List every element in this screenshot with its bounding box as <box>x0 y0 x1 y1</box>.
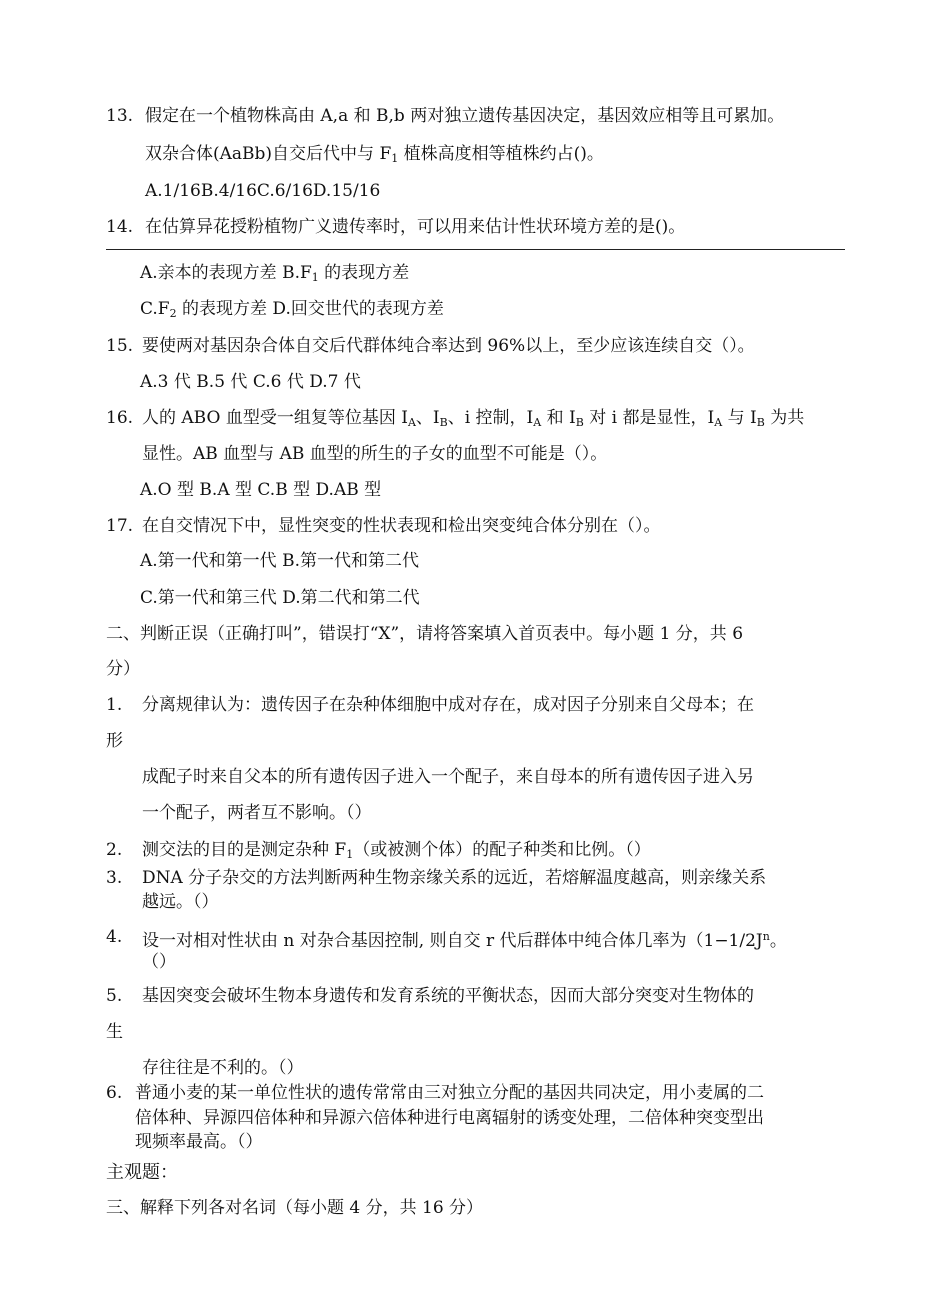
section-2-heading: 二、判断正误（正确打叫”，错误打“X”，请将答案填入首页表中。每小题 1 分，共 6 <box>106 624 744 644</box>
judgment-5-text-wrap: 生 <box>106 1022 123 1042</box>
judgment-3-number: 3. <box>106 868 123 888</box>
judgment-1-text-cont: 成配子时来自父本的所有遗传因子进入一个配子，来自母本的所有遗传因子进入另 <box>142 767 754 787</box>
judgment-2-number: 2. <box>106 840 123 860</box>
judgment-5-text-cont: 存往往是不利的。（） <box>142 1058 304 1078</box>
question-14-number: 14. <box>106 217 134 237</box>
question-17-options-1: A.第一代和第一代 B.第一代和第二代 <box>140 551 419 571</box>
judgment-1-text-wrap: 形 <box>106 731 123 751</box>
judgment-3-text-cont: 越远。（） <box>142 892 219 912</box>
question-16-stem-cont: 显性。AB 血型与 AB 血型的所生的子女的血型不可能是（）。 <box>142 444 608 464</box>
question-15-options: A.3 代 B.5 代 C.6 代 D.7 代 <box>140 372 361 392</box>
judgment-2-text: 测交法的目的是测定杂种 $F_1$（或被测个体）的配子种类和比例。（） <box>142 840 651 861</box>
question-14-options-1: A.亲本的表现方差 $B.F_1$ 的表现方差 <box>140 263 410 284</box>
question-16-number: 16. <box>106 408 134 428</box>
question-16-options: A.O 型 B.A 型 C.B 型 D.AB 型 <box>140 480 382 500</box>
question-13-number: 13. <box>106 106 134 126</box>
question-17-stem: 在自交情况下中，显性突变的性状表现和检出突变纯合体分别在（）。 <box>142 516 661 536</box>
question-14-stem: 在估算异花授粉植物广义遗传率时，可以用来估计性状环境方差的是()。 <box>145 217 686 237</box>
section-2-heading-cont: 分） <box>106 659 140 679</box>
judgment-1-text-cont-2: 一个配子，两者互不影响。（） <box>142 803 372 823</box>
judgment-6-text-cont: 倍体种、异源四倍体种和异源六倍体种进行电离辐射的诱变处理，二倍体种突变型出 <box>135 1108 764 1128</box>
judgment-4-text-cont: （） <box>142 952 176 972</box>
section-3-heading: 三、解释下列各对名词（每小题 4 分，共 16 分） <box>106 1198 484 1218</box>
subjective-heading: 主观题： <box>106 1162 178 1183</box>
judgment-6-text: 普通小麦的某一单位性状的遗传常常由三对独立分配的基因共同决定，用小麦属的二 <box>135 1083 764 1103</box>
judgment-1-number: 1. <box>106 695 123 715</box>
question-13-stem: 假定在一个植物株高由 A,a 和 B,b 两对独立遗传基因决定，基因效应相等且可累加。 <box>145 106 785 126</box>
judgment-4-number: 4. <box>106 927 123 947</box>
judgment-5-text: 基因突变会破坏生物本身遗传和发育系统的平衡状态，因而大部分突变对生物体的 <box>142 986 754 1006</box>
judgment-5-number: 5. <box>106 986 123 1006</box>
question-17-number: 17. <box>106 516 134 536</box>
question-17-options-2: C.第一代和第三代 D.第二代和第二代 <box>140 588 420 608</box>
horizontal-divider <box>106 249 845 250</box>
judgment-6-number: 6. <box>106 1083 123 1103</box>
judgment-4-text: 设一对相对性状由 n 对杂合基因控制, 则自交 r 代后群体中纯合体几率为（$1-1/2J^n$。 <box>142 930 787 951</box>
question-13-stem-cont: 双杂合体(AaBb)自交后代中与 $F_1$ 植株高度相等植株约占()。 <box>145 144 604 165</box>
judgment-3-text: DNA 分子杂交的方法判断两种生物亲缘关系的远近，若熔解温度越高，则亲缘关系 <box>142 868 767 888</box>
judgment-6-text-cont-2: 现频率最高。（） <box>135 1132 263 1152</box>
question-13-options: A.1/16B.4/16C.6/16D.15/16 <box>145 181 381 201</box>
question-14-options-2: $C.F_2$ 的表现方差 D.回交世代的表现方差 <box>140 299 444 320</box>
question-15-stem: 要使两对基因杂合体自交后代群体纯合率达到 96%以上，至少应该连续自交（）。 <box>142 336 755 356</box>
judgment-1-text: 分离规律认为：遗传因子在杂种体细胞中成对存在，成对因子分别来自父母本；在 <box>142 695 754 715</box>
question-16-stem: 人的 ABO 血型受一组复等位基因 $I_A$、$I_B$、i 控制，$I_A$ 和 $I_B$ 对 i 都是显性，$I_A$ 与 $I_B$ 为共 <box>142 408 805 429</box>
question-15-number: 15. <box>106 336 134 356</box>
